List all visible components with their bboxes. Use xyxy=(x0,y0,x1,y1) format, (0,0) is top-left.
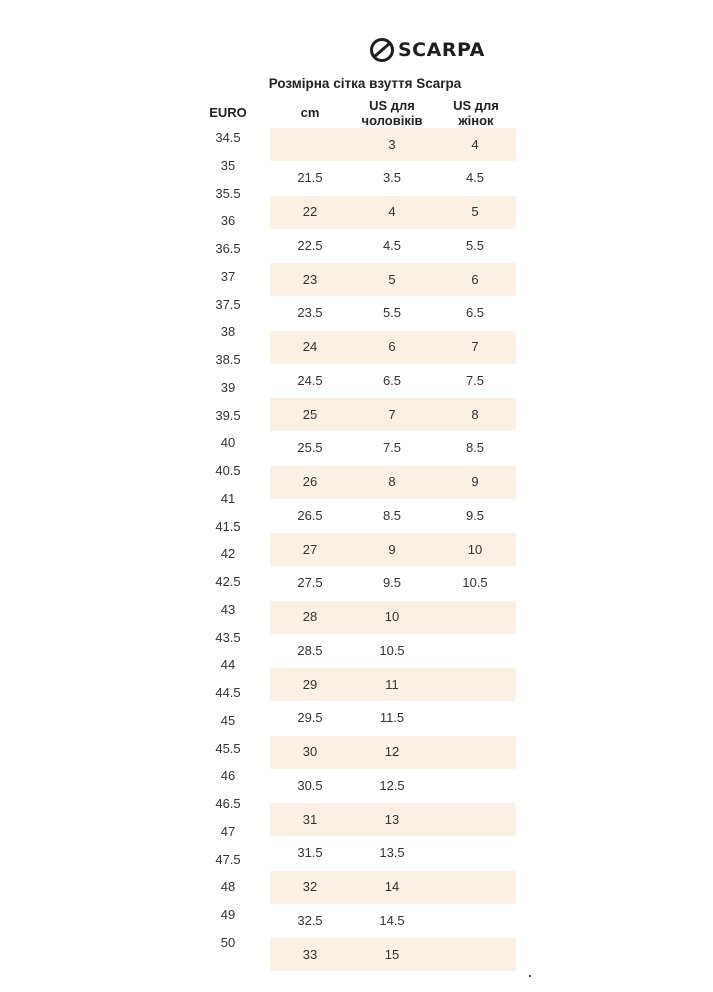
cell-us-men: 10.5 xyxy=(379,642,405,658)
euro-size: 38.5 xyxy=(215,352,241,368)
euro-size: 43.5 xyxy=(215,629,241,645)
cell-us-women: 10.5 xyxy=(462,575,488,591)
cell-us-women: 8.5 xyxy=(465,440,485,456)
cell-us-men: 13.5 xyxy=(379,845,405,861)
euro-size: 47.5 xyxy=(215,851,241,867)
cell-cm: 29 xyxy=(302,676,318,692)
cell-cm: 26.5 xyxy=(297,507,323,523)
euro-size: 47 xyxy=(220,823,236,839)
header-us-women-line2: жінок xyxy=(458,113,494,128)
euro-size: 40.5 xyxy=(215,463,241,479)
stray-dot xyxy=(529,975,531,977)
cell-cm: 31 xyxy=(302,811,318,827)
cell-us-women: 6.5 xyxy=(465,305,485,321)
cell-cm: 30.5 xyxy=(297,777,323,793)
cell-us-women xyxy=(445,913,505,929)
euro-size: 50 xyxy=(220,935,236,950)
cell-cm: 27 xyxy=(302,541,318,557)
header-us-women-line1: US для xyxy=(453,98,499,113)
cell-us-women: 7.5 xyxy=(465,372,485,388)
euro-size: 43 xyxy=(220,601,236,617)
cell-us-men: 4 xyxy=(388,204,396,219)
cell-us-men: 14 xyxy=(384,879,400,894)
cell-us-men: 5.5 xyxy=(382,305,402,321)
cell-us-women: 9 xyxy=(471,474,479,489)
euro-size: 41 xyxy=(220,490,236,506)
cell-cm: 32 xyxy=(302,879,318,894)
brand-name: SCARPA xyxy=(398,39,485,61)
euro-size: 46 xyxy=(220,768,236,784)
cell-cm: 25 xyxy=(302,406,318,422)
cell-us-men: 3.5 xyxy=(382,170,402,186)
cell-us-women xyxy=(445,947,505,963)
cell-us-women: 5.5 xyxy=(465,237,485,253)
cell-us-women: 7 xyxy=(471,339,479,354)
cell-us-men: 11 xyxy=(385,676,399,692)
euro-size: 44 xyxy=(220,657,236,673)
cell-cm: 23.5 xyxy=(297,305,323,321)
cell-us-men: 10 xyxy=(384,609,400,624)
euro-size: 39 xyxy=(220,379,236,395)
cell-us-men: 15 xyxy=(384,946,400,962)
euro-size: 41.5 xyxy=(215,518,241,534)
cell-us-men: 6 xyxy=(388,339,396,354)
euro-size: 39.5 xyxy=(215,407,241,423)
header-cm: cm xyxy=(300,105,320,120)
cell-cm: 22 xyxy=(302,204,318,219)
euro-size: 36.5 xyxy=(215,241,241,257)
cell-us-men: 6.5 xyxy=(382,372,402,388)
cell-us-men: 9 xyxy=(388,541,396,557)
euro-size: 42 xyxy=(220,546,236,562)
cell-cm: 24.5 xyxy=(297,372,323,388)
cell-cm: 27.5 xyxy=(297,575,323,591)
cell-cm xyxy=(280,137,340,153)
cell-us-men: 14.5 xyxy=(379,912,405,928)
cell-cm: 31.5 xyxy=(297,845,323,861)
euro-size: 45.5 xyxy=(215,740,241,756)
cell-us-women xyxy=(445,744,505,760)
cell-us-women xyxy=(445,812,505,828)
euro-size: 36 xyxy=(220,213,236,229)
cell-cm: 22.5 xyxy=(297,237,323,253)
cell-us-men: 5 xyxy=(388,271,396,287)
header-us-men-line2: чоловіків xyxy=(361,113,423,128)
euro-size: 48 xyxy=(220,879,236,895)
cell-us-men: 4.5 xyxy=(382,237,402,253)
brand-logo xyxy=(369,36,501,64)
euro-size: 38 xyxy=(220,324,236,340)
euro-size: 35.5 xyxy=(215,185,241,201)
euro-size: 44.5 xyxy=(215,685,241,701)
cell-us-men: 13 xyxy=(384,811,400,827)
cell-cm: 25.5 xyxy=(297,440,323,456)
cell-us-women: 5 xyxy=(471,204,479,219)
cell-us-men: 12.5 xyxy=(379,777,405,793)
cell-cm: 28 xyxy=(302,609,318,624)
header-us-women xyxy=(436,98,516,128)
cell-cm: 24 xyxy=(302,339,318,354)
cell-us-men: 9.5 xyxy=(382,575,402,591)
cell-us-men: 8 xyxy=(388,474,396,489)
cell-us-women xyxy=(445,643,505,659)
cell-cm: 21.5 xyxy=(297,170,323,186)
cell-us-women: 10 xyxy=(467,541,483,557)
euro-size: 35 xyxy=(220,157,236,173)
cell-us-women: 6 xyxy=(471,271,479,287)
cell-us-men: 7 xyxy=(388,406,396,422)
cell-cm: 28.5 xyxy=(297,642,323,658)
cell-us-men: 3 xyxy=(388,136,396,152)
cell-us-women xyxy=(445,778,505,794)
cell-us-women xyxy=(445,677,505,693)
euro-size: 46.5 xyxy=(215,796,241,812)
cell-cm: 23 xyxy=(302,271,318,287)
cell-us-men: 12 xyxy=(384,744,400,759)
cell-us-women: 4.5 xyxy=(465,170,485,186)
euro-size: 37 xyxy=(220,268,236,284)
euro-size: 40 xyxy=(220,435,236,451)
cell-us-women: 8 xyxy=(471,406,479,422)
cell-us-men: 8.5 xyxy=(382,507,402,523)
cell-us-women: 4 xyxy=(471,136,479,152)
cell-us-men: 7.5 xyxy=(382,440,402,456)
euro-size: 45 xyxy=(220,712,236,728)
cell-cm: 33 xyxy=(302,946,318,962)
euro-size: 42.5 xyxy=(215,574,241,590)
cell-cm: 32.5 xyxy=(297,912,323,928)
cell-us-women xyxy=(445,609,505,625)
cell-cm: 29.5 xyxy=(297,710,323,726)
cell-us-women xyxy=(445,845,505,861)
page-title: Розмірна сітка взуття Scarpa xyxy=(268,76,462,91)
scarpa-logo-icon xyxy=(369,37,395,63)
cell-cm: 30 xyxy=(302,744,318,759)
euro-size: 49 xyxy=(220,907,236,923)
header-us-men-line1: US для xyxy=(369,98,415,113)
euro-size: 37.5 xyxy=(215,296,241,312)
cell-us-women: 9.5 xyxy=(465,507,485,523)
cell-cm: 26 xyxy=(302,474,318,489)
euro-size: 34.5 xyxy=(215,130,241,145)
cell-us-women xyxy=(445,879,505,895)
header-euro: EURO xyxy=(209,105,247,120)
cell-us-men: 11.5 xyxy=(379,710,405,726)
header-us-men xyxy=(352,98,432,128)
cell-us-women xyxy=(445,710,505,726)
